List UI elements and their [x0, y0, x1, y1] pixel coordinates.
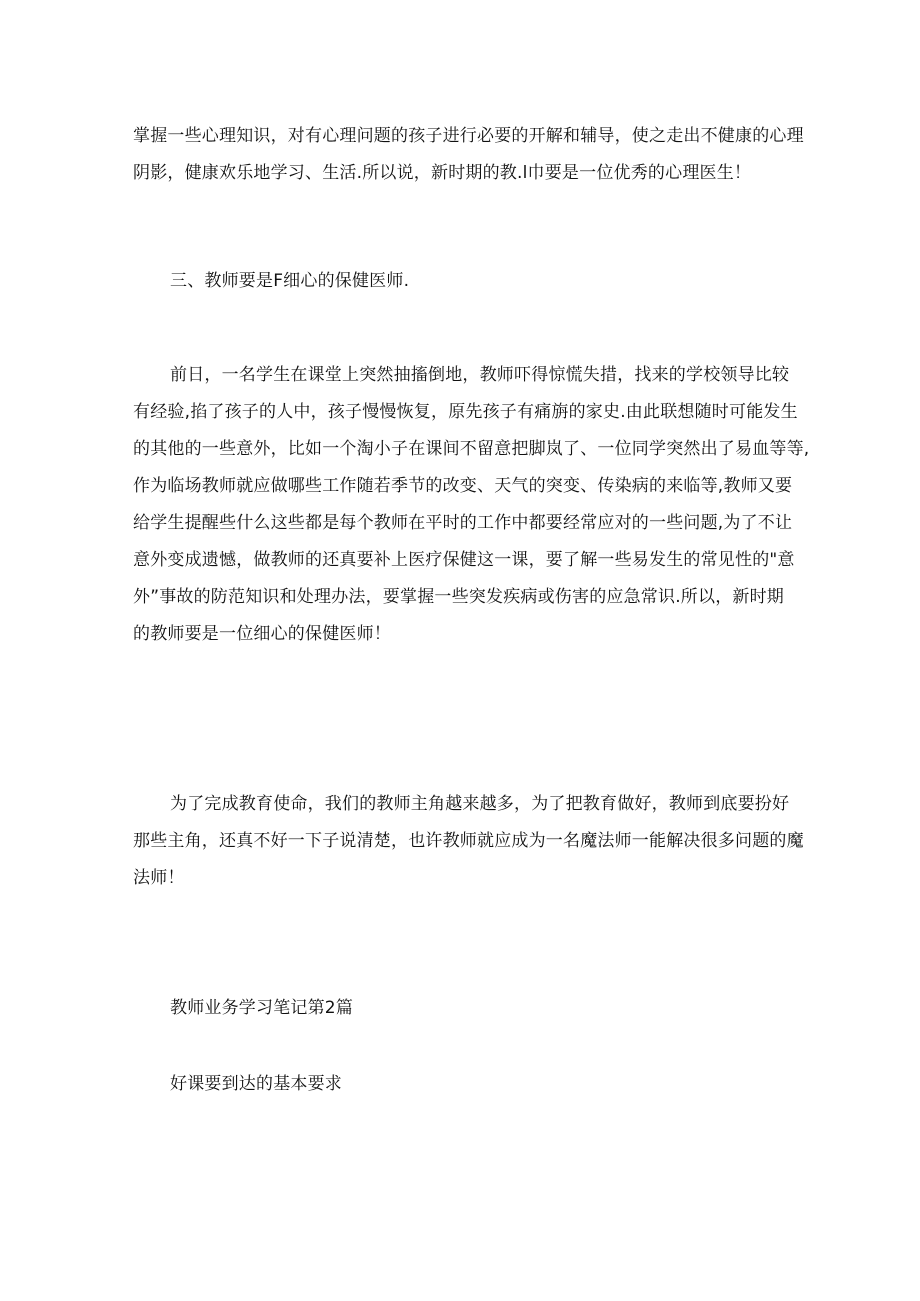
text-line: 有经验,掐了孩子的人中，孩子慢慢恢复，原先孩子有痛旃的家史.由此联想随时可能发生	[133, 402, 798, 422]
text-line: 的其他的一些意外，比如一个淘小子在课间不留意把脚岚了、一位同学突然出了易血等等,	[133, 439, 810, 459]
paragraph-mental-health	[133, 118, 804, 192]
section-title-text: 教师业务学习笔记第2篇	[170, 998, 354, 1018]
text-line: 前日，一名学生在课堂上突然抽搐倒地，教师吓得惊慌失措，找来的学校领导比较	[170, 365, 790, 385]
text-line: 阴影，健康欢乐地学习、生活.所以说，新时期的教.l巾要是一位优秀的心理医生！	[133, 163, 752, 183]
text-line: 给学生提醒些什么这些都是每个教师在平时的工作中都要经常应对的一些问题,为了不让	[133, 513, 793, 533]
text-line: 法师！	[133, 868, 185, 888]
paragraph-magician	[133, 786, 804, 897]
section-heading-health-teacher	[133, 263, 793, 300]
sub-title	[133, 1066, 793, 1103]
text-line: 外”事故的防范知识和处理办法，要掌握一些突发疾病或伤害的应急常识.所以，新时期	[133, 587, 785, 607]
text-line: 作为临场教师就应做哪些工作随若季节的改变、天气的突变、传染病的来临等,教师又要	[133, 476, 793, 496]
paragraph-health-care	[133, 357, 810, 653]
text-line: 掌握一些心理知识，对有心理问题的孩子进行必要的开解和辅导，使之走出不健康的心理	[133, 126, 804, 146]
text-line: 那些主角，还真不好一下子说清楚，也许教师就应成为一名魔法师一能解决很多问题的魔	[133, 831, 804, 851]
text-line: 为了完成教育使命，我们的教师主角越来越多，为了把教育做好，教师到底要扮好	[170, 794, 790, 814]
heading-text: 三、教师要是F细心的保健医师.	[170, 271, 410, 291]
text-line: 的教师要是一位细心的保健医师！	[133, 624, 391, 644]
sub-title-text: 好课要到达的基本要求	[170, 1074, 342, 1094]
text-line: 意外变成遗憾，做教师的还真要补上医疗保健这一课，要了解一些易发生的常见性的"意	[133, 550, 795, 570]
section-title	[133, 990, 793, 1027]
